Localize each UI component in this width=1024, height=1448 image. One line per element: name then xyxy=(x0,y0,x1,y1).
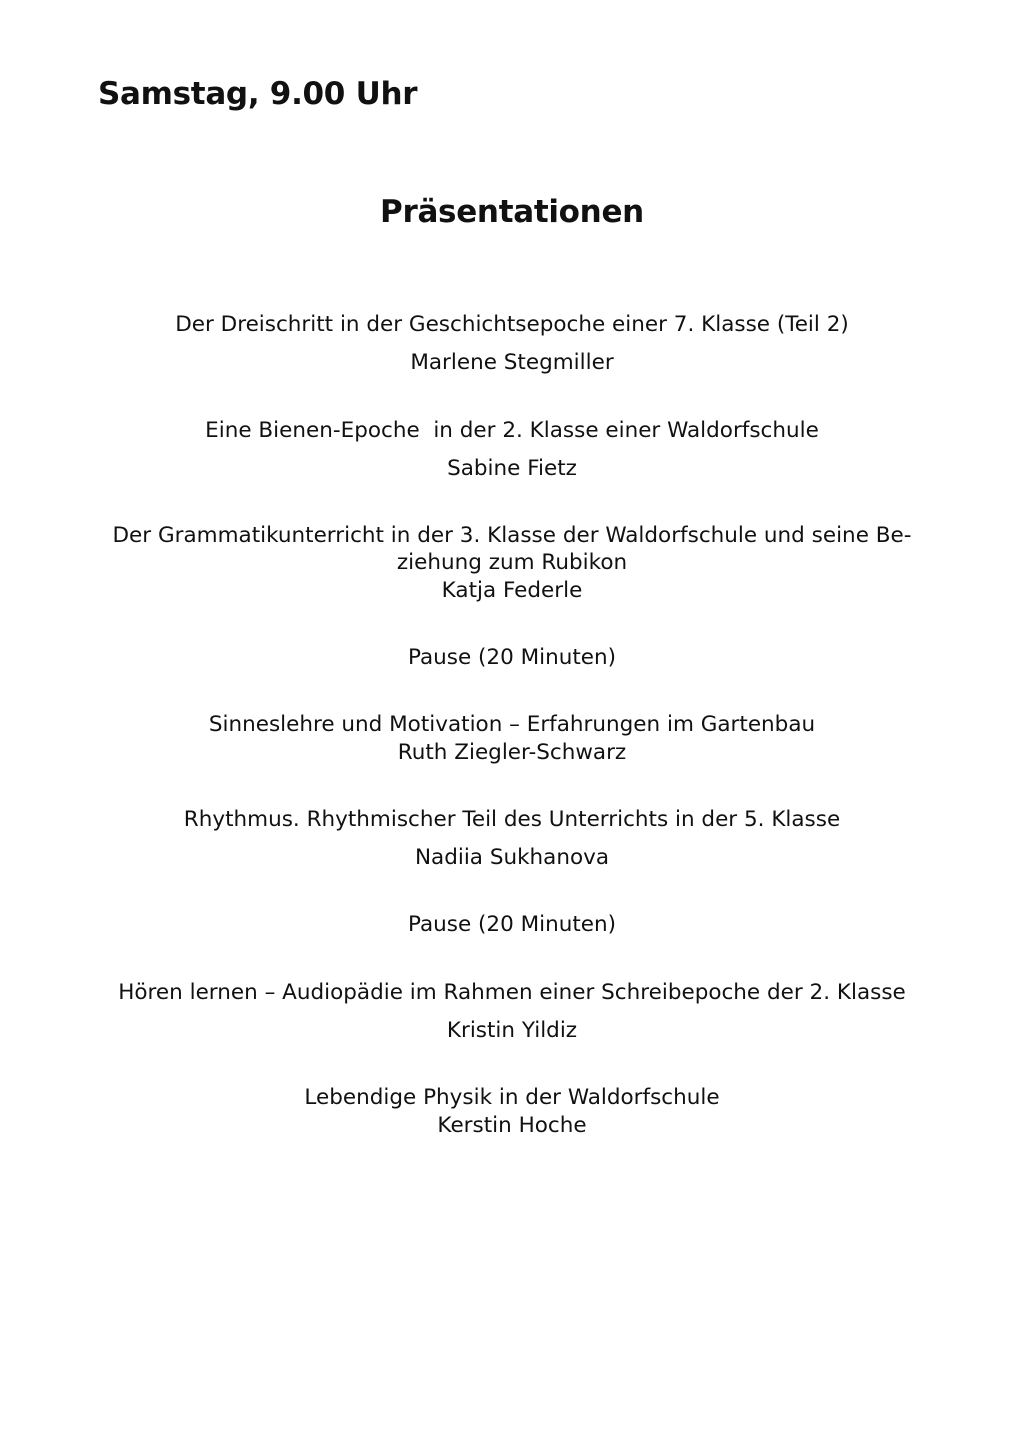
presentation-title-3-line-2: ziehung zum Rubikon xyxy=(396,550,628,575)
presentation-title-6: Hören lernen – Audiopädie im Rahmen einer Schreibepoche der 2. Klasse xyxy=(118,980,906,1005)
presentation-title-7: Lebendige Physik in der Waldorfschule xyxy=(304,1085,720,1110)
presentation-title-5: Rhythmus. Rhythmischer Teil des Unterrichts in der 5. Klasse xyxy=(183,807,841,832)
presentation-title-4: Sinneslehre und Motivation – Erfahrungen im Gartenbau xyxy=(208,712,816,737)
presenter-name-4: Ruth Ziegler-Schwarz xyxy=(397,740,627,765)
presenter-name-3: Katja Federle xyxy=(441,578,583,603)
break-1: Pause (20 Minuten) xyxy=(407,645,617,670)
presenter-name-2: Sabine Fietz xyxy=(447,456,577,481)
presenter-name-5: Nadiia Sukhanova xyxy=(414,845,610,870)
presenter-name-1: Marlene Stegmiller xyxy=(410,350,614,375)
section-title: Präsentationen xyxy=(380,194,644,230)
presenter-name-6: Kristin Yildiz xyxy=(446,1018,578,1043)
break-2: Pause (20 Minuten) xyxy=(407,912,617,937)
presenter-name-7: Kerstin Hoche xyxy=(437,1113,587,1138)
day-heading: Samstag, 9.00 Uhr xyxy=(98,76,418,112)
presentation-title-1: Der Dreischritt in der Geschichtsepoche einer 7. Klasse (Teil 2) xyxy=(175,312,849,337)
presentation-title-3-line-1: Der Grammatikunterricht in der 3. Klasse der Waldorfschule und seine Be- xyxy=(112,523,912,548)
presentation-title-2: Eine Bienen-Epoche in der 2. Klasse einer Waldorfschule xyxy=(205,418,819,443)
